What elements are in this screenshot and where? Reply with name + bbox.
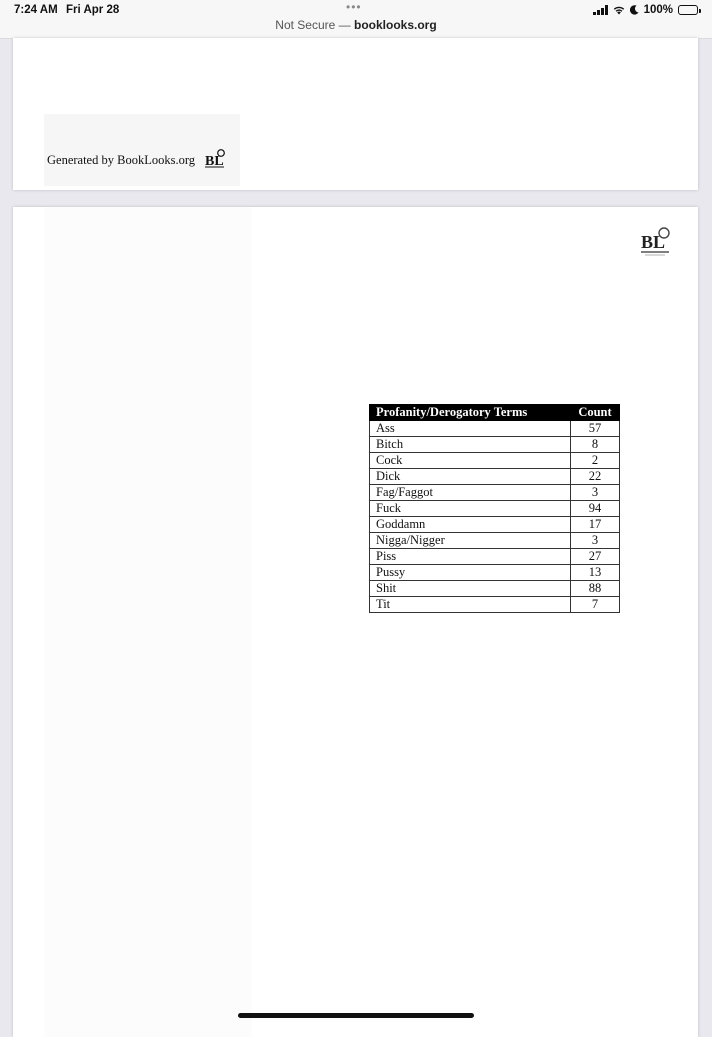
address-domain: booklooks.org xyxy=(354,18,437,32)
table-row xyxy=(370,533,620,549)
moon-icon xyxy=(630,5,639,15)
count-cell: 57 xyxy=(571,421,620,437)
booklooks-logo-icon xyxy=(639,225,673,257)
table-row xyxy=(370,565,620,581)
count-cell: 7 xyxy=(571,597,620,613)
pdf-page-current xyxy=(13,207,698,1037)
count-cell: 94 xyxy=(571,501,620,517)
wifi-icon xyxy=(613,5,625,15)
term-cell: Tit xyxy=(370,597,571,613)
profanity-table xyxy=(369,404,620,613)
svg-text:BL: BL xyxy=(205,154,224,169)
column-header-count: Count xyxy=(571,405,620,421)
table-row xyxy=(370,469,620,485)
term-cell: Piss xyxy=(370,549,571,565)
term-cell: Dick xyxy=(370,469,571,485)
generated-by-text: Generated by BookLooks.org xyxy=(47,153,196,167)
table-row xyxy=(370,581,620,597)
status-bar xyxy=(0,0,712,39)
home-indicator[interactable] xyxy=(238,1013,474,1018)
column-header-terms: Profanity/Derogatory Terms xyxy=(370,405,571,421)
count-cell: 2 xyxy=(571,453,620,469)
count-cell: 13 xyxy=(571,565,620,581)
table-row xyxy=(370,517,620,533)
page-footer xyxy=(44,114,240,186)
svg-text:BL: BL xyxy=(641,232,666,252)
table-row xyxy=(370,421,620,437)
table-row xyxy=(370,549,620,565)
status-date: Fri Apr 28 xyxy=(66,4,120,16)
status-indicators xyxy=(593,3,698,17)
table-row xyxy=(370,501,620,517)
battery-percent: 100% xyxy=(643,4,673,16)
count-cell: 8 xyxy=(571,437,620,453)
pdf-page-previous xyxy=(13,38,698,190)
security-label: Not Secure — xyxy=(275,18,351,32)
signal-icon xyxy=(593,5,608,15)
table-row xyxy=(370,453,620,469)
count-cell: 22 xyxy=(571,469,620,485)
term-cell: Cock xyxy=(370,453,571,469)
status-time: 7:24 AM xyxy=(14,4,58,16)
booklooks-logo-icon xyxy=(204,148,228,170)
count-cell: 27 xyxy=(571,549,620,565)
term-cell: Pussy xyxy=(370,565,571,581)
term-cell: Shit xyxy=(370,581,571,597)
count-cell: 17 xyxy=(571,517,620,533)
address-bar[interactable] xyxy=(0,18,712,32)
count-cell: 3 xyxy=(571,485,620,501)
table-row xyxy=(370,485,620,501)
term-cell: Fag/Faggot xyxy=(370,485,571,501)
table-row xyxy=(370,437,620,453)
count-cell: 3 xyxy=(571,533,620,549)
term-cell: Bitch xyxy=(370,437,571,453)
tab-options-icon[interactable]: ••• xyxy=(346,0,362,14)
term-cell: Fuck xyxy=(370,501,571,517)
table-row xyxy=(370,597,620,613)
term-cell: Ass xyxy=(370,421,571,437)
term-cell: Nigga/Nigger xyxy=(370,533,571,549)
table-header-row xyxy=(370,405,620,421)
battery-icon xyxy=(678,5,698,15)
term-cell: Goddamn xyxy=(370,517,571,533)
count-cell: 88 xyxy=(571,581,620,597)
